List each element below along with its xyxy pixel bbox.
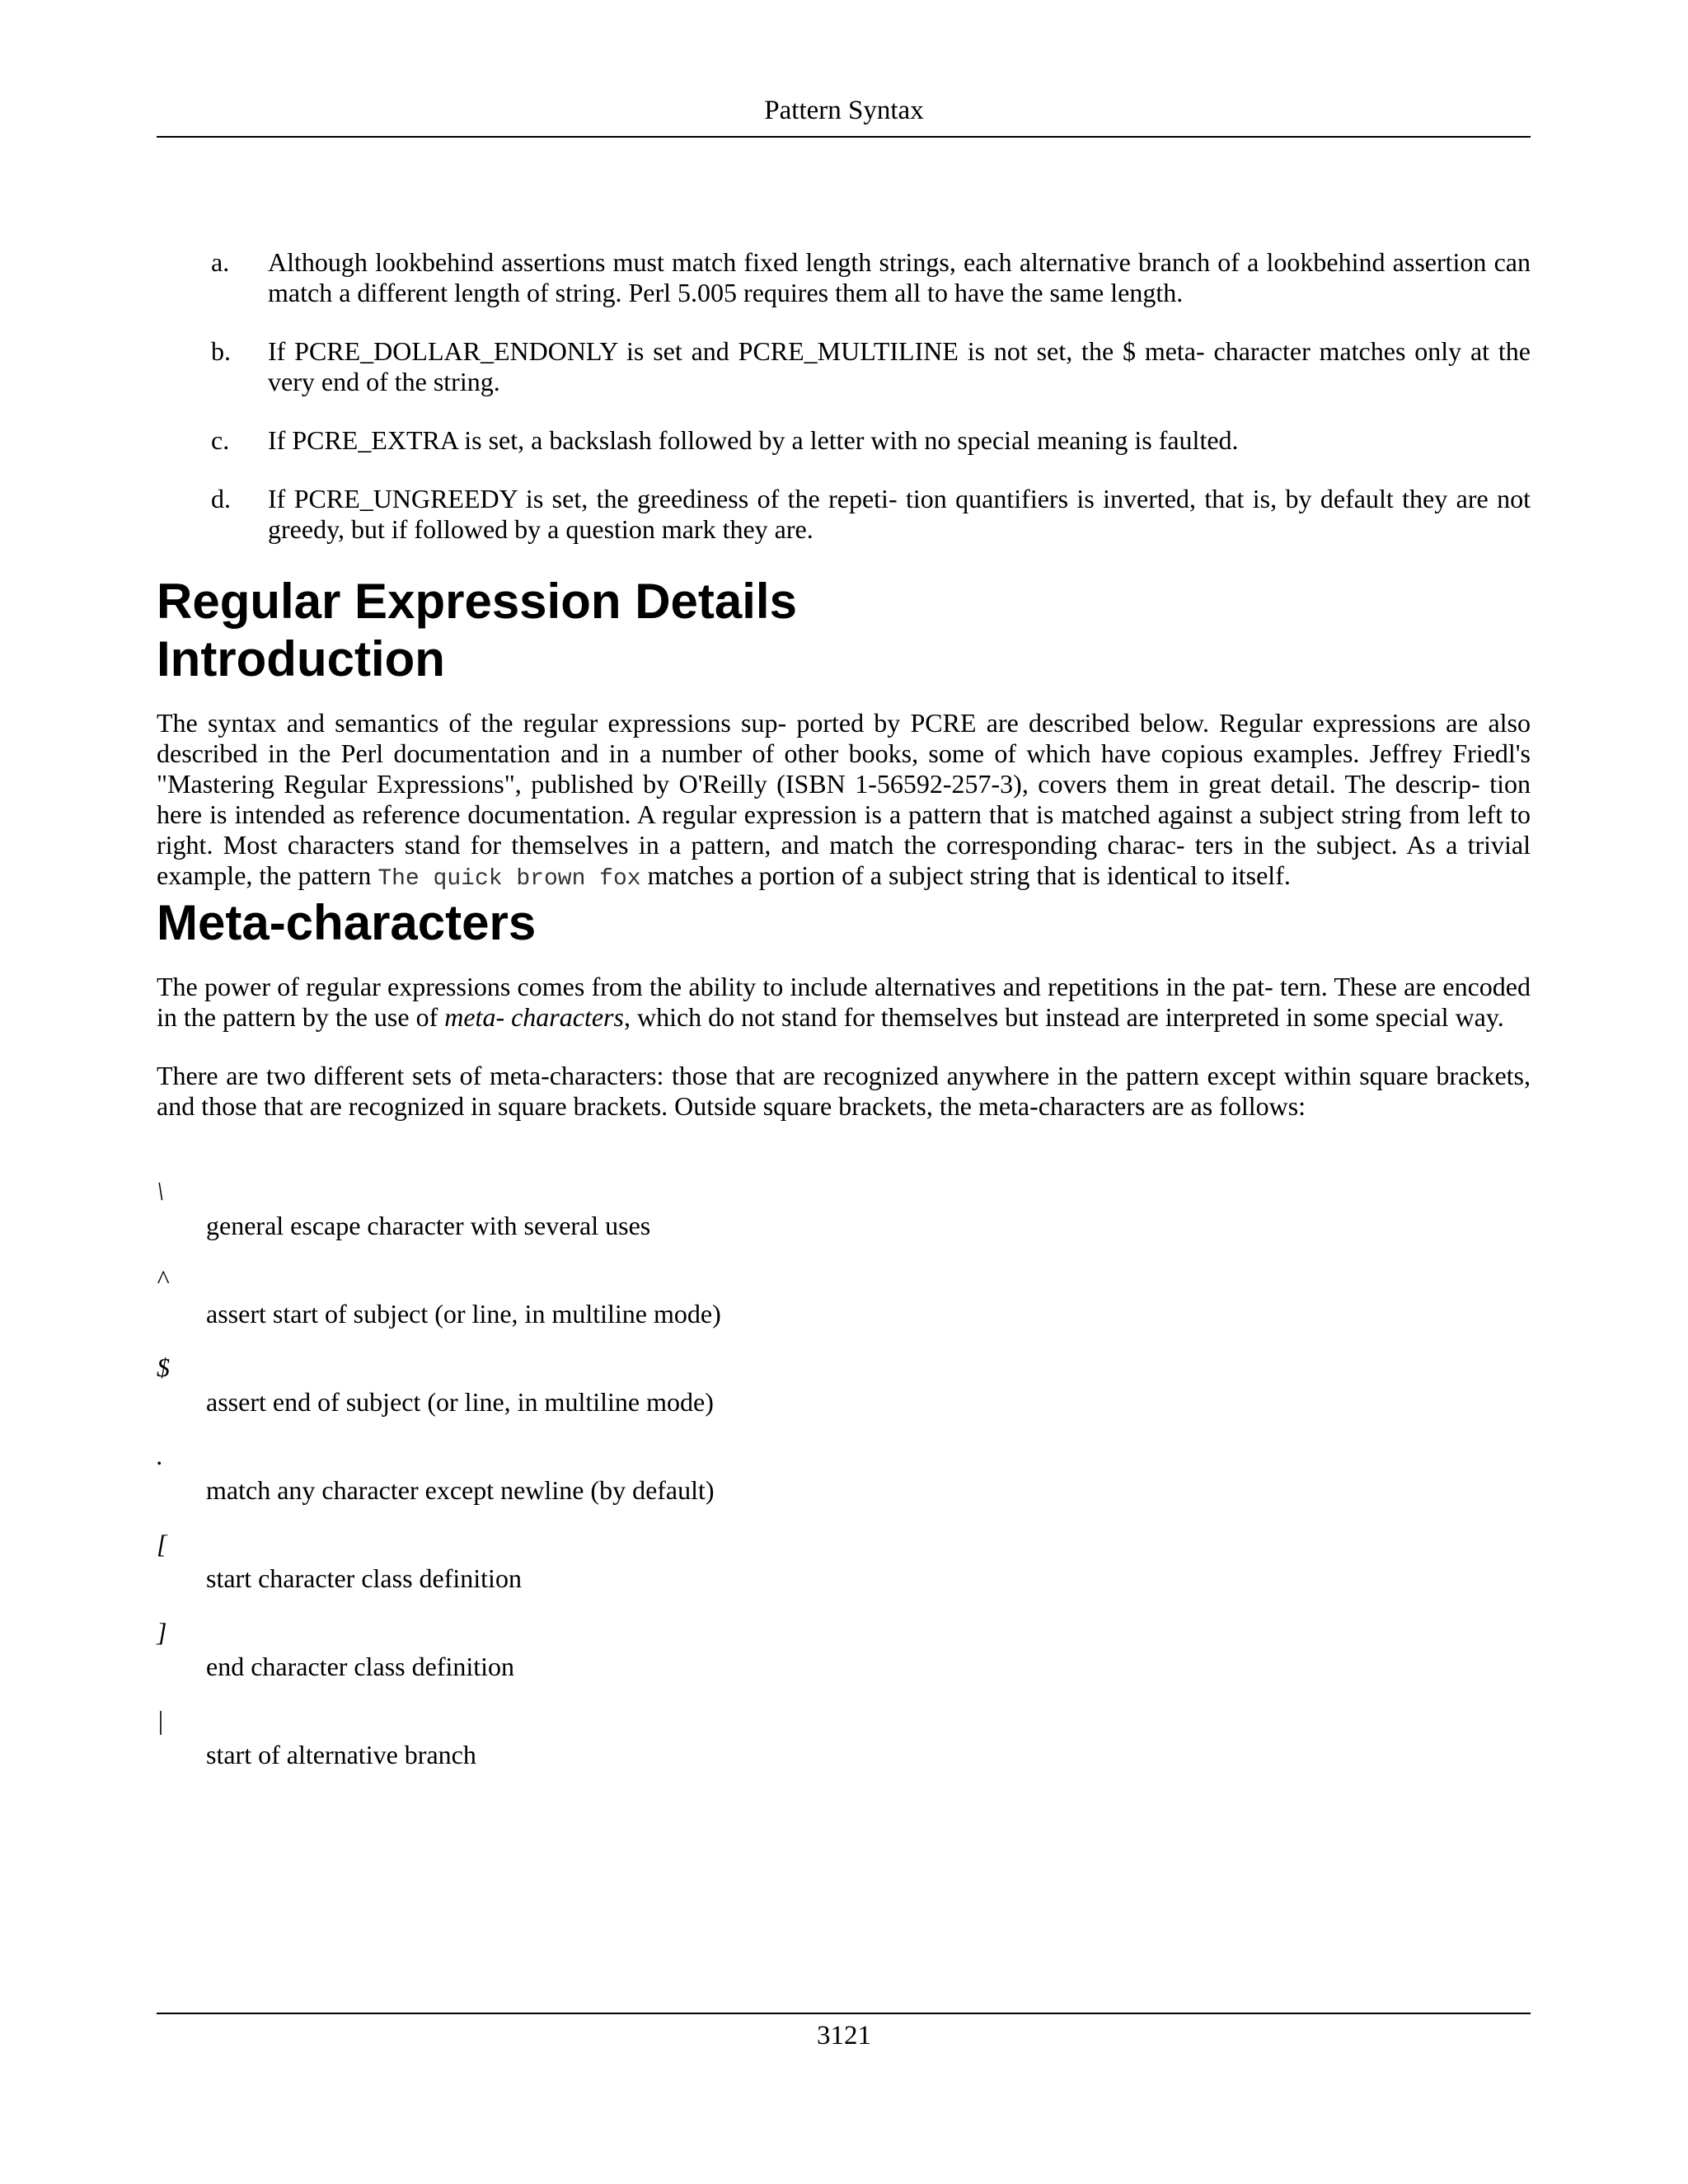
meta-character-symbol: . (157, 1441, 163, 1470)
list-item-text: If PCRE_DOLLAR_ENDONLY is set and PCRE_MULTILINE is not set, the $ meta- character matches only at the very end of the string. (268, 336, 1531, 396)
meta-character-entry (157, 1441, 1531, 1529)
page-content (157, 247, 1531, 1793)
list-item-text: If PCRE_UNGREEDY is set, the greediness of the repeti- tion quantifiers is inverted, that is, by default they are not greedy, but if followed by a question mark they are. (268, 484, 1531, 544)
list-item-text: If PCRE_EXTRA is set, a backslash followed by a letter with no special meaning is faulted. (268, 425, 1239, 455)
list-item (157, 484, 1531, 545)
meta-character-description: end character class definition (206, 1652, 515, 1681)
footer-rule (157, 2013, 1531, 2014)
meta-paragraph-1 (157, 972, 1531, 1033)
meta-character-entry (157, 1705, 1531, 1793)
differences-list (157, 247, 1531, 545)
list-item-text: Although lookbehind assertions must match fixed length strings, each alternative branch of a lookbehind assertion can match a different length of string. Perl 5.005 requires them all to have the same length. (268, 247, 1531, 307)
meta-character-description: assert start of subject (or line, in multiline mode) (206, 1299, 721, 1329)
meta-character-description: general escape character with several uses (206, 1211, 651, 1240)
meta-character-entry (157, 1352, 1531, 1441)
list-item (157, 336, 1531, 397)
list-item (157, 425, 1531, 456)
list-marker: c. (211, 425, 230, 455)
list-marker: a. (211, 247, 230, 277)
meta-p1-emphasis: meta- characters (444, 1002, 624, 1032)
section-title-regex-details: Regular Expression Details (157, 574, 797, 629)
meta-character-description: match any character except newline (by default) (206, 1475, 715, 1505)
meta-character-symbol: [ (157, 1529, 167, 1558)
meta-character-symbol: $ (157, 1352, 170, 1382)
meta-paragraph-2: There are two different sets of meta-characters: those that are recognized anywhere in the pattern except within square brackets, and those that are recognized in square brackets. Outside square brackets, the meta-characters are as follows: (157, 1061, 1531, 1121)
list-marker: b. (211, 336, 231, 366)
meta-character-description: start of alternative branch (206, 1740, 476, 1769)
intro-text-after: matches a portion of a subject string that is identical to itself. (640, 860, 1291, 890)
page-number: 3121 (817, 2021, 871, 2050)
meta-character-symbol: | (157, 1705, 164, 1735)
list-item (157, 247, 1531, 308)
meta-character-entry (157, 1529, 1531, 1617)
section-title-meta-characters: Meta-characters (157, 895, 537, 950)
meta-character-list (157, 1176, 1531, 1793)
intro-text-before: The syntax and semantics of the regular expressions sup- ported by PCRE are described below. Regular expressions are also described in the Perl documentation and in a number of other books, some of which have copious examples. Jeffrey Friedl's "Mastering Regular Expressions", published by O'Reilly (ISBN 1-56592-257-3), covers them in great detail. The descrip- tion here is intended as reference documentation. A regular expression is a pattern that is matched against a subject string from left to right. Most characters stand for themselves in a pattern, and match the corresponding charac- ters in the subject. As a trivial example, the pattern (157, 708, 1531, 890)
code-example: The quick brown fox (377, 866, 641, 892)
meta-p1-after: , which do not stand for themselves but instead are interpreted in some special way. (623, 1002, 1504, 1032)
meta-character-description: start character class definition (206, 1563, 522, 1593)
meta-character-entry (157, 1617, 1531, 1705)
list-marker: d. (211, 484, 231, 513)
header-rule (157, 136, 1531, 138)
meta-character-symbol: ] (157, 1617, 167, 1647)
running-header: Pattern Syntax (764, 96, 924, 125)
introduction-paragraph (157, 708, 1531, 894)
meta-character-entry (157, 1264, 1531, 1352)
meta-character-symbol: \ (157, 1176, 164, 1206)
meta-character-symbol: ^ (157, 1264, 168, 1294)
section-title-introduction: Introduction (157, 631, 445, 687)
meta-p1-before: The power of regular expressions comes from the ability to include alternatives and repetitions in the pat- tern. These are encoded in the pattern by the use of (157, 972, 1531, 1032)
meta-character-entry (157, 1176, 1531, 1264)
meta-character-description: assert end of subject (or line, in multiline mode) (206, 1387, 714, 1417)
